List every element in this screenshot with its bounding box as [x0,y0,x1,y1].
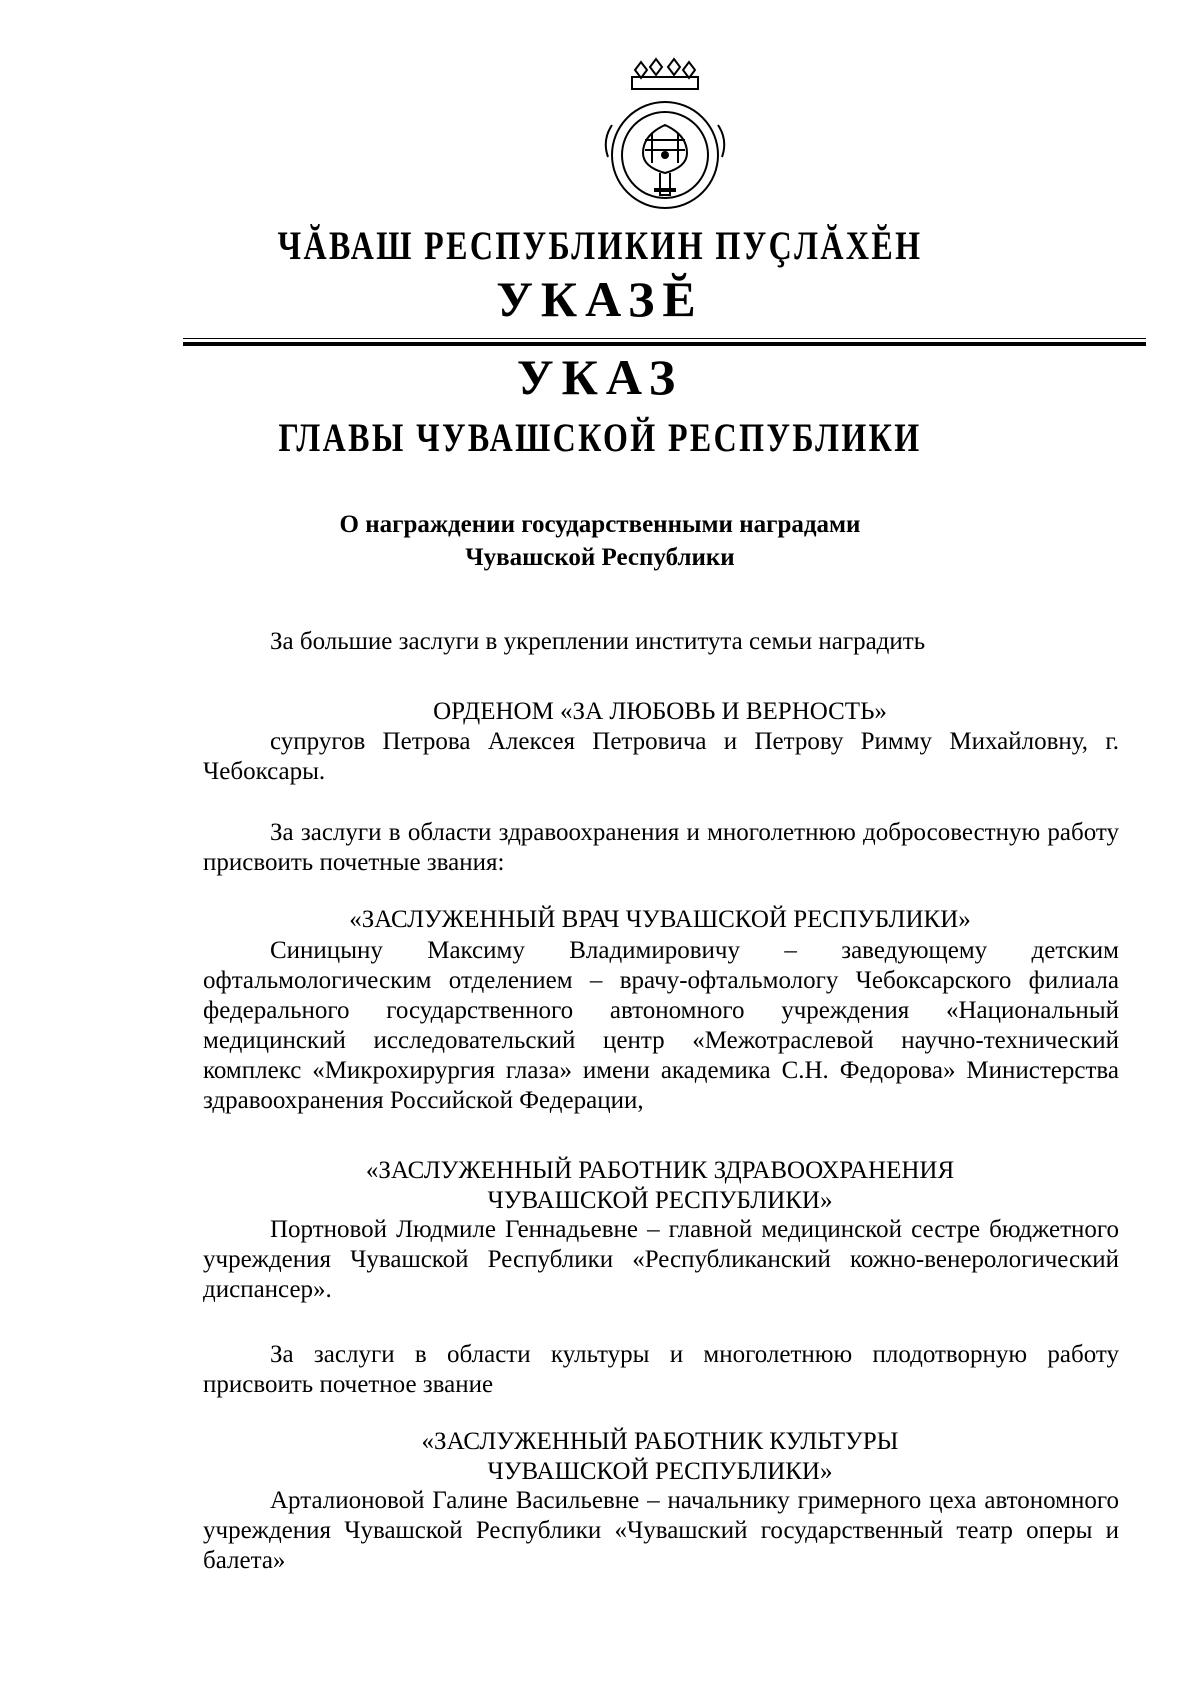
divider-line-thick [183,342,1146,346]
health-award-1-title: «ЗАСЛУЖЕННЫЙ ВРАЧ ЧУВАШСКОЙ РЕСПУБЛИКИ» [349,906,971,933]
family-award-title: ОРДЕНОМ «ЗА ЛЮБОВЬ И ВЕРНОСТЬ» [433,698,887,725]
decree-subject [0,508,1200,574]
health-award-2-line-2: ЧУВАШСКОЙ РЕСПУБЛИКИ» [487,1187,833,1214]
health-intro-paragraph: За заслуги в области здравоохранения и многолетнюю добросовестную работу присвоить почетные звания: [203,819,1119,876]
decree-title: УКАЗ [516,349,684,405]
culture-award-line-1: «ЗАСЛУЖЕННЫЙ РАБОТНИК КУЛЬТУРЫ [421,1428,899,1455]
culture-award-line-2: ЧУВАШСКОЙ РЕСПУБЛИКИ» [487,1458,833,1485]
culture-award-title [180,1427,1140,1487]
health-award-2-line-1: «ЗАСЛУЖЕННЫЙ РАБОТНИК ЗДРАВООХРАНЕНИЯ [365,1157,955,1184]
chuvash-decree-title: УКАЗĔ [496,271,704,327]
family-intro-paragraph: За большие заслуги в укреплении института семьи наградить [270,628,926,655]
divider-line-thin [183,338,1146,339]
chuvash-heading: ЧĂВАШ РЕСПУБЛИКИН ПУÇЛĂХĔН [277,223,923,268]
coat-of-arms-icon [590,55,740,215]
culture-intro-paragraph: За заслуги в области культуры и многолетнюю плодотворную работу присвоить почетное звание [203,1341,1119,1398]
issuer-heading: ГЛАВЫ ЧУВАШСКОЙ РЕСПУБЛИКИ [278,415,922,460]
family-recipient-paragraph: супругов Петрова Алексея Петровича и Петрову Римму Михайловну, г. Чебоксары. [203,728,1119,785]
subject-line-2: Чувашской Республики [465,544,735,571]
subject-line-1: О награждении государственными наградами [339,511,861,538]
culture-recipient-paragraph: Арталионовой Галине Васильевне – начальнику гримерного цеха автономного учреждения Чувашской Республики «Чувашский государственный театр оперы и балета» [203,1487,1119,1574]
health-award-2-title [180,1156,1140,1216]
health-recipient-2-paragraph: Портновой Людмиле Геннадьевне – главной медицинской сестре бюджетного учреждения Чувашской Республики «Республиканский кожно-венерологический диспансер». [203,1216,1119,1303]
health-recipient-1-paragraph: Синицыну Максиму Владимировичу – заведующему детским офтальмологическим отделением – врачу-офтальмологу Чебоксарского филиала федерального государственного автономного учреждения «Национальный медицинский исследовательский центр «Межотраслевой научно-технический комплекс «Микрохирургия глаза» имени академика С.Н. Федорова» Министерства здравоохранения Российской Федерации, [203,937,1119,1114]
